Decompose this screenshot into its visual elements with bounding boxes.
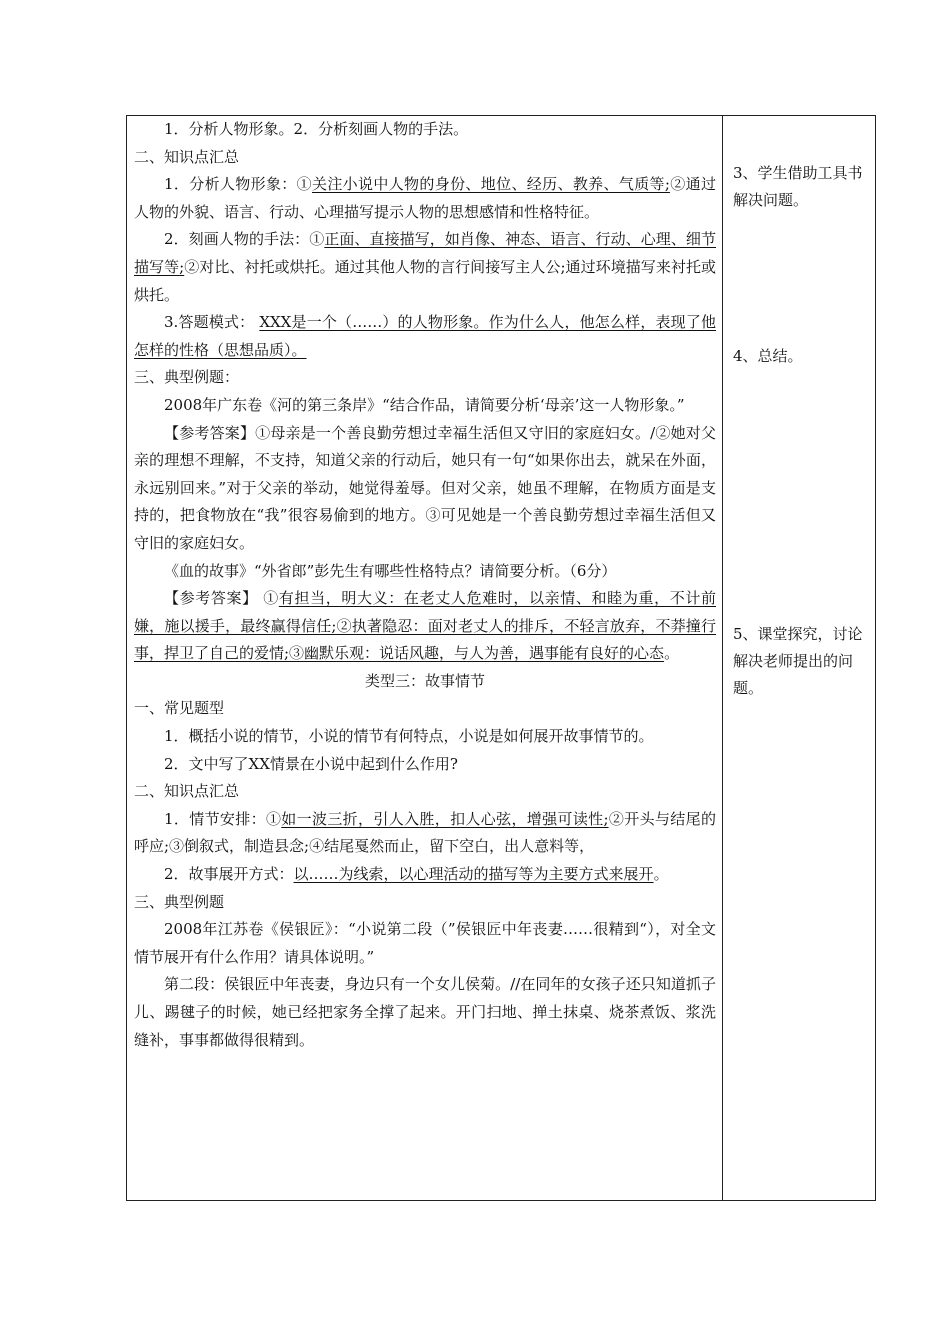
section-heading-examples: 三、典型例题：: [134, 368, 240, 387]
example-passage: 第二段：侯银匠中年丧妻，身边只有一个女儿侯菊。//在同年的女孩子还只知道抓子儿、踢毽子的时候，她已经把家务全撑了起来。开门扫地、掸土抹桌、烧茶煮饭、浆洗缝补，事事都做得很精到。: [134, 975, 716, 1049]
student-activity-note-4: 4、总结。: [733, 347, 803, 365]
plot-development: 2．故事展开方式：以……为线索，以心理活动的描写等为主要方式来展开。: [164, 865, 669, 884]
example-question-3: 2008年江苏卷《侯银匠》：“小说第二段（”侯银匠中年丧妻……很精到“），对全文情节展开有什么作用？请具体说明。”: [134, 920, 716, 966]
section-heading-examples-2: 三、典型例题: [134, 892, 225, 911]
section-heading-common-types: 一、常见题型: [134, 699, 225, 718]
knowledge-point-techniques: 2．刻画人物的手法：①正面、直接描写，如肖像、神态、语言、行动、心理、细节描写等;②对比、衬托或烘托。通过其他人物的言行间接写主人公;通过环境描写来衬托或烘托。: [134, 230, 716, 304]
example-question-2: 《血的故事》“外省郎”彭先生有哪些性格特点？请简要分析。（6分）: [164, 561, 617, 580]
section-heading-knowledge: 二、知识点汇总: [134, 147, 240, 166]
student-activity-note-5: 5、课堂探究，讨论解决老师提出的问题。: [733, 625, 863, 697]
plot-arrangement: 1．情节安排：①如一波三折，引人入胜，扣人心弦，增强可读性;②开头与结尾的呼应;③倒叙式，制造县念;④结尾戛然而止，留下空白，出人意料等，: [134, 809, 716, 856]
question-types-items: 1．分析人物形象。2．分析刻画人物的手法。: [164, 120, 469, 138]
student-activity-note-3: 3、学生借助工具书解决问题。: [733, 164, 863, 209]
type-three-heading: 类型三：故事情节: [364, 671, 485, 690]
reference-answer-2: 【参考答案】 ①有担当，明大义：在老丈人危难时，以亲情、和睦为重，不计前嫌，施以援手，最终赢得信任;②执著隐忍：面对老丈人的排斥，不轻言放弃，不莽撞行事，捍卫了自己的爱情;③幽默乐观：说话风趣，与人为善，遇事能有良好的心态。: [134, 589, 716, 663]
knowledge-point-character: 1．分析人物形象：①关注小说中人物的身份、地位、经历、教养、气质等;②通过人物的外貌、语言、行动、心理描写提示人物的思想感情和性格特征。: [134, 175, 716, 221]
section-heading-knowledge-2: 二、知识点汇总: [134, 782, 240, 801]
example-question-1: 2008年广东卷《河的第三条岸》“结合作品，请简要分析‘母亲’这一人物形象。”: [164, 395, 685, 414]
plot-question-1: 1．概括小说的情节，小说的情节有何特点，小说是如何展开故事情节的。: [164, 727, 654, 746]
teaching-content-column: [134, 116, 716, 1054]
reference-answer-1: 【参考答案】①母亲是一个善良勤劳想过幸福生活但又守旧的家庭妇女。/②她对父亲的理想不理解，不支持，知道父亲的行动后，她只有一句“如果你出去，就呆在外面，永远别回来。”对于父亲的举动，她觉得羞辱。但对父亲，她虽不理解，在物质方面是支持的，把食物放在“我”很容易偷到的地方。③可见她是一个善良勤劳想过幸福生活但又守旧的家庭妇女。: [134, 423, 716, 552]
column-divider: [722, 115, 723, 1201]
plot-question-2: 2．文中写了XX情景在小说中起到什么作用?: [164, 754, 458, 773]
answer-template: 3.答题模式： XXX是一个（……）的人物形象。作为什么人，他怎么样，表现了他怎样的性格（思想品质）。: [134, 313, 717, 359]
